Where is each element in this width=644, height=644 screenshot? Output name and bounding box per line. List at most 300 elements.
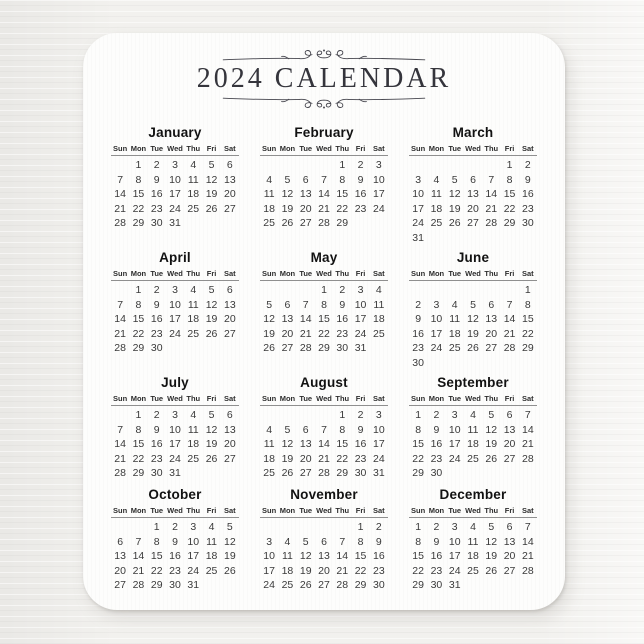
day-cell: 27 [299, 217, 312, 229]
weekday-label: Tue [297, 144, 315, 156]
day-cell: 19 [485, 550, 498, 562]
weekday-header-row [260, 269, 388, 281]
day-cell: 15 [150, 550, 163, 562]
day-cell: 19 [205, 438, 218, 450]
day-cell: 7 [321, 173, 327, 186]
day-cell: 8 [135, 173, 142, 186]
day-cell: 12 [224, 535, 236, 548]
weekday-label: Tue [297, 506, 315, 518]
month-table [111, 394, 239, 481]
week-row [111, 406, 239, 423]
flourish-top-icon [219, 47, 429, 63]
day-cell: 23 [169, 564, 181, 577]
weekday-label: Sat [370, 506, 388, 518]
day-cell: 25 [373, 327, 385, 340]
weekday-label: Sun [260, 506, 278, 518]
day-cell: 15 [522, 313, 534, 325]
day-cell: 6 [470, 173, 476, 186]
day-cell: 7 [117, 423, 124, 436]
day-cell: 12 [281, 188, 294, 200]
weekday-label: Sun [260, 144, 278, 156]
day-cell: 6 [226, 284, 233, 296]
day-cell: 10 [169, 298, 181, 311]
day-cell: 15 [354, 550, 367, 562]
day-cell: 7 [321, 423, 327, 436]
day-cell: 3 [433, 298, 440, 311]
day-cell: 7 [117, 173, 124, 186]
week-row [111, 549, 239, 564]
empty-day-cell [482, 231, 500, 246]
day-cell: 22 [503, 202, 516, 215]
empty-day-cell [464, 231, 482, 246]
empty-day-cell [500, 231, 518, 246]
weekday-label: Sat [519, 269, 537, 281]
weekday-header-row [409, 269, 537, 281]
day-cell: 9 [339, 298, 346, 311]
day-cell: 20 [485, 327, 498, 340]
day-cell: 16 [150, 438, 163, 450]
day-cell: 3 [172, 284, 178, 296]
week-row [260, 466, 388, 481]
weekday-label: Thu [184, 269, 202, 281]
day-cell: 4 [433, 173, 440, 186]
week-row [260, 173, 388, 188]
day-cell: 13 [503, 535, 516, 548]
day-cell: 16 [336, 313, 349, 325]
empty-day-cell [129, 518, 147, 535]
day-cell: 21 [114, 202, 126, 215]
weekday-label: Tue [297, 394, 315, 406]
weekday-label: Sun [409, 506, 427, 518]
empty-day-cell [278, 156, 296, 173]
day-cell: 17 [430, 327, 443, 340]
day-cell: 14 [114, 438, 126, 450]
day-cell: 23 [150, 452, 163, 465]
week-row [409, 564, 537, 579]
week-row [260, 202, 388, 217]
empty-day-cell [409, 156, 427, 173]
day-cell: 9 [524, 173, 531, 186]
day-cell: 1 [153, 521, 160, 533]
day-cell: 13 [467, 188, 479, 200]
day-cell: 27 [318, 579, 330, 591]
month-table [409, 506, 537, 593]
month-title: July [161, 375, 189, 390]
empty-day-cell [446, 156, 464, 173]
day-cell: 16 [354, 188, 367, 200]
day-cell: 7 [488, 173, 495, 186]
day-cell: 9 [357, 173, 364, 186]
day-cell: 28 [114, 467, 126, 479]
day-cell: 29 [132, 217, 145, 229]
empty-day-cell [482, 578, 500, 593]
day-cell: 4 [470, 409, 476, 421]
weekday-label: Tue [446, 144, 464, 156]
day-cell: 16 [169, 550, 181, 562]
day-cell: 27 [114, 579, 126, 591]
day-cell: 8 [339, 173, 346, 186]
day-cell: 23 [373, 564, 385, 577]
day-cell: 8 [135, 298, 142, 311]
day-cell: 12 [448, 188, 461, 200]
empty-day-cell [427, 231, 445, 246]
day-cell: 21 [318, 452, 330, 465]
week-row [409, 535, 537, 550]
day-cell: 17 [263, 564, 275, 577]
day-cell: 28 [522, 452, 534, 465]
week-row [111, 202, 239, 217]
day-cell: 28 [318, 467, 330, 479]
weekday-label: Thu [184, 144, 202, 156]
day-cell: 29 [412, 579, 424, 591]
day-cell: 5 [488, 409, 495, 421]
week-row [409, 216, 537, 231]
day-cell: 23 [430, 452, 443, 465]
day-cell: 7 [302, 298, 309, 311]
day-cell: 4 [190, 159, 197, 171]
empty-day-cell [482, 281, 500, 298]
weekday-label: Thu [184, 394, 202, 406]
day-cell: 26 [205, 452, 218, 465]
day-cell: 16 [373, 550, 385, 562]
day-cell: 8 [357, 535, 364, 548]
weekday-label: Mon [427, 269, 445, 281]
weekday-label: Mon [278, 506, 296, 518]
day-cell: 22 [336, 202, 349, 215]
month-title: May [310, 250, 338, 265]
month-september [409, 375, 537, 481]
empty-day-cell [519, 466, 537, 481]
day-cell: 25 [187, 452, 200, 465]
day-cell: 19 [205, 188, 218, 200]
week-row [111, 452, 239, 467]
day-cell: 3 [375, 409, 382, 421]
day-cell: 15 [132, 313, 145, 325]
day-cell: 10 [187, 535, 200, 548]
day-cell: 29 [336, 217, 349, 229]
empty-day-cell [446, 356, 464, 371]
weekday-label: Fri [351, 506, 369, 518]
month-november [260, 487, 388, 593]
flourish-bottom-icon [219, 95, 429, 111]
day-cell: 5 [488, 521, 495, 533]
week-row [260, 156, 388, 173]
day-cell: 20 [114, 564, 126, 577]
empty-day-cell [482, 466, 500, 481]
day-cell: 8 [135, 423, 142, 436]
day-cell: 29 [132, 342, 145, 354]
weekday-label: Sat [221, 269, 239, 281]
weekday-header-row [409, 394, 537, 406]
empty-day-cell [278, 406, 296, 423]
week-row [260, 406, 388, 423]
weekday-label: Fri [202, 394, 220, 406]
day-cell: 27 [224, 452, 236, 465]
day-cell: 23 [430, 564, 443, 577]
day-cell: 31 [169, 217, 181, 229]
day-cell: 22 [132, 327, 145, 340]
weekday-label: Fri [202, 144, 220, 156]
weekday-label: Wed [166, 269, 184, 281]
week-row [260, 578, 388, 593]
week-row [409, 549, 537, 564]
weekday-label: Mon [129, 269, 147, 281]
month-october [111, 487, 239, 593]
day-cell: 9 [433, 423, 440, 436]
day-cell: 4 [470, 521, 476, 533]
day-cell: 11 [467, 423, 479, 436]
day-cell: 14 [114, 188, 126, 200]
weekday-label: Sat [519, 394, 537, 406]
week-row [409, 281, 537, 298]
day-cell: 10 [430, 313, 443, 325]
day-cell: 11 [206, 535, 217, 548]
day-cell: 1 [135, 284, 142, 296]
week-row [409, 298, 537, 313]
day-cell: 14 [503, 313, 516, 325]
day-cell: 24 [430, 342, 443, 354]
day-cell: 13 [299, 188, 312, 200]
weekday-label: Thu [482, 269, 500, 281]
day-cell: 8 [321, 298, 327, 311]
day-cell: 23 [150, 202, 163, 215]
empty-day-cell [260, 156, 278, 173]
day-cell: 31 [412, 231, 424, 244]
day-cell: 7 [135, 535, 142, 548]
weekday-label: Fri [351, 394, 369, 406]
day-cell: 12 [485, 423, 498, 436]
month-may [260, 250, 388, 356]
day-cell: 16 [150, 188, 163, 200]
empty-day-cell [482, 156, 500, 173]
day-cell: 1 [415, 409, 422, 421]
week-row [111, 466, 239, 481]
day-cell: 25 [263, 217, 275, 229]
weekday-label: Sun [111, 394, 129, 406]
empty-day-cell [351, 216, 369, 231]
day-cell: 13 [485, 313, 498, 325]
weekday-label: Wed [315, 269, 333, 281]
day-cell: 10 [448, 535, 461, 548]
month-april [111, 250, 239, 356]
empty-day-cell [166, 341, 184, 356]
day-cell: 26 [448, 217, 461, 229]
day-cell: 6 [284, 298, 291, 311]
day-cell: 2 [375, 521, 382, 533]
day-cell: 24 [169, 327, 181, 340]
week-row [260, 549, 388, 564]
day-cell: 11 [467, 535, 479, 548]
day-cell: 7 [524, 409, 531, 421]
day-cell: 6 [321, 535, 327, 548]
weekday-header-row [260, 394, 388, 406]
mousepad [83, 33, 565, 610]
day-cell: 17 [169, 188, 181, 200]
weekday-label: Sun [111, 144, 129, 156]
day-cell: 22 [132, 202, 145, 215]
empty-day-cell [184, 216, 202, 231]
weekday-label: Sat [370, 394, 388, 406]
week-row [111, 423, 239, 438]
day-cell: 12 [205, 298, 218, 311]
day-cell: 12 [485, 535, 498, 548]
day-cell: 22 [354, 564, 367, 577]
weekday-label: Fri [202, 506, 220, 518]
day-cell: 5 [302, 535, 309, 548]
empty-day-cell [221, 216, 239, 231]
weekday-label: Mon [129, 394, 147, 406]
day-cell: 12 [205, 173, 218, 186]
month-june [409, 250, 537, 370]
day-cell: 5 [451, 173, 458, 186]
day-cell: 1 [357, 521, 364, 533]
week-row [409, 173, 537, 188]
day-cell: 22 [412, 564, 424, 577]
month-title: February [294, 125, 354, 140]
week-row [409, 423, 537, 438]
day-cell: 24 [187, 564, 200, 577]
month-december [409, 487, 537, 593]
day-cell: 11 [263, 438, 275, 450]
day-cell: 17 [448, 550, 461, 562]
weekday-header-row [111, 506, 239, 518]
week-row [111, 518, 239, 535]
day-cell: 19 [224, 550, 236, 562]
day-cell: 5 [208, 409, 215, 421]
day-cell: 2 [153, 409, 160, 421]
day-cell: 9 [153, 423, 160, 436]
day-cell: 20 [467, 202, 479, 215]
empty-day-cell [464, 578, 482, 593]
empty-day-cell [202, 341, 220, 356]
month-table [260, 144, 388, 231]
day-cell: 2 [153, 284, 160, 296]
month-table [260, 506, 388, 593]
day-cell: 8 [339, 423, 346, 436]
empty-day-cell [446, 281, 464, 298]
day-cell: 3 [375, 159, 382, 171]
week-row [260, 535, 388, 550]
day-cell: 27 [299, 467, 312, 479]
month-february [260, 125, 388, 231]
weekday-label: Thu [333, 269, 351, 281]
day-cell: 13 [503, 423, 516, 436]
day-cell: 30 [150, 217, 163, 229]
weekday-label: Wed [464, 269, 482, 281]
day-cell: 2 [357, 409, 364, 421]
empty-day-cell [427, 281, 445, 298]
day-cell: 19 [467, 327, 479, 340]
day-cell: 21 [299, 327, 312, 340]
day-cell: 29 [522, 342, 534, 354]
empty-day-cell [464, 466, 482, 481]
day-cell: 14 [299, 313, 312, 325]
day-cell: 18 [263, 452, 275, 465]
day-cell: 8 [415, 423, 422, 436]
day-cell: 28 [299, 342, 312, 354]
day-cell: 17 [373, 188, 385, 200]
empty-day-cell [202, 216, 220, 231]
day-cell: 20 [318, 564, 330, 577]
week-row [409, 341, 537, 356]
empty-day-cell [297, 518, 315, 535]
week-row [111, 156, 239, 173]
day-cell: 21 [114, 327, 126, 340]
day-cell: 27 [503, 452, 516, 465]
day-cell: 21 [336, 564, 349, 577]
weekday-header-row [260, 506, 388, 518]
week-row [111, 437, 239, 452]
day-cell: 29 [354, 579, 367, 591]
empty-day-cell [202, 466, 220, 481]
day-cell: 16 [150, 313, 163, 325]
empty-day-cell [278, 518, 296, 535]
day-cell: 8 [506, 173, 513, 186]
empty-day-cell [315, 518, 333, 535]
day-cell: 20 [281, 327, 294, 340]
day-cell: 18 [205, 550, 218, 562]
weekday-label: Tue [148, 144, 166, 156]
day-cell: 24 [373, 202, 385, 215]
day-cell: 11 [187, 298, 199, 311]
month-title: March [452, 125, 494, 140]
weekday-label: Mon [427, 144, 445, 156]
day-cell: 15 [412, 550, 424, 562]
weekday-label: Fri [500, 506, 518, 518]
weekday-label: Sun [260, 394, 278, 406]
weekday-header-row [260, 144, 388, 156]
week-row [409, 406, 537, 423]
week-row [409, 518, 537, 535]
day-cell: 12 [263, 313, 275, 325]
day-cell: 11 [263, 188, 275, 200]
weekday-label: Fri [351, 144, 369, 156]
empty-day-cell [519, 578, 537, 593]
week-row [111, 173, 239, 188]
day-cell: 25 [467, 564, 479, 577]
day-cell: 5 [470, 298, 476, 311]
day-cell: 6 [226, 409, 233, 421]
week-row [260, 452, 388, 467]
empty-day-cell [427, 156, 445, 173]
weekday-label: Wed [315, 144, 333, 156]
day-cell: 21 [503, 327, 516, 340]
month-table [111, 506, 239, 593]
weekday-label: Sun [111, 269, 129, 281]
day-cell: 28 [318, 217, 330, 229]
empty-day-cell [221, 578, 239, 593]
day-cell: 29 [132, 467, 145, 479]
day-cell: 2 [357, 159, 364, 171]
day-cell: 14 [318, 188, 330, 200]
week-row [111, 312, 239, 327]
day-cell: 11 [281, 550, 293, 562]
day-cell: 4 [266, 423, 273, 436]
weekday-label: Wed [464, 394, 482, 406]
empty-day-cell [500, 578, 518, 593]
week-row [409, 466, 537, 481]
day-cell: 7 [524, 521, 531, 533]
empty-day-cell [297, 156, 315, 173]
day-cell: 30 [430, 467, 443, 479]
day-cell: 20 [224, 188, 236, 200]
weekday-label: Fri [500, 144, 518, 156]
day-cell: 19 [299, 564, 312, 577]
day-cell: 23 [412, 342, 424, 354]
empty-day-cell [297, 281, 315, 298]
day-cell: 16 [354, 438, 367, 450]
day-cell: 18 [187, 188, 200, 200]
